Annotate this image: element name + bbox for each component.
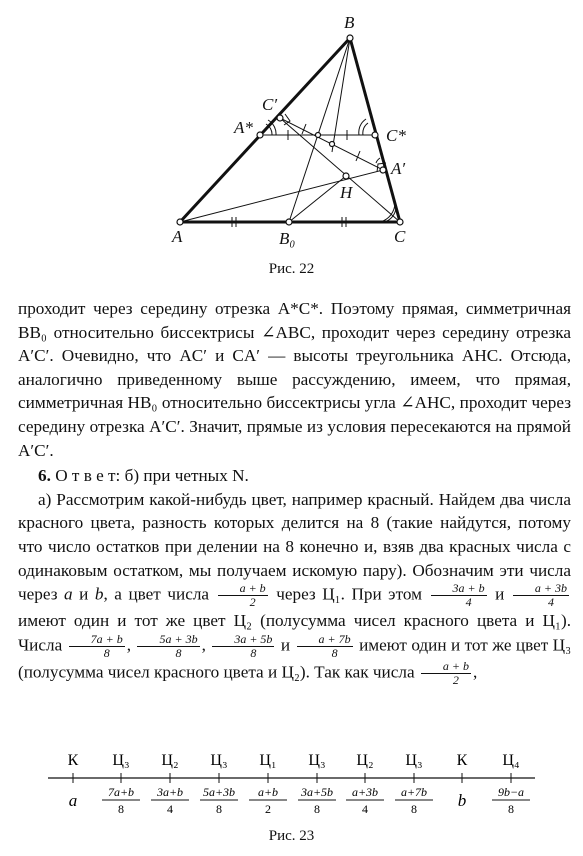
label-cstar: C* — [386, 126, 406, 145]
fraction-f6: $\frac{3a + 5b}{8}$ — [212, 633, 274, 660]
fraction-f3: $\frac{a + 3b}{4}$ — [513, 582, 569, 609]
fraction-denominator: 8 — [314, 802, 320, 816]
fraction-f7: $\frac{a + 7b}{8}$ — [297, 633, 353, 660]
part-a-and: и — [79, 584, 89, 604]
figure-22-caption: Рис. 22 — [268, 261, 315, 277]
point-b — [347, 35, 353, 41]
fraction-denominator: 8 — [216, 802, 222, 816]
point-c — [397, 219, 403, 225]
color-label: Ц₂ — [356, 752, 374, 769]
label-c: C — [394, 227, 406, 246]
answer-text: б) при четных N. — [124, 466, 249, 486]
fraction-numerator: a+7b — [400, 785, 428, 799]
color-label: Ц₁ — [259, 752, 277, 769]
label-cprime: C′ — [262, 95, 278, 114]
side-ab — [180, 38, 350, 222]
fraction-denominator: 8 — [411, 802, 417, 816]
label-a: A — [172, 227, 183, 246]
label-b: B — [344, 13, 355, 32]
fraction-f4: $\frac{7a + b}{8}$ — [69, 633, 125, 660]
point-cprime — [277, 115, 283, 121]
fraction-denominator: 8 — [118, 802, 124, 816]
fraction-denominator: 4 — [362, 802, 368, 816]
color-label: Ц₃ — [210, 752, 228, 769]
problem-6-answer — [18, 464, 571, 488]
point-aprime — [380, 167, 386, 173]
point-b0 — [286, 219, 292, 225]
label-b0: B₀ — [279, 229, 296, 248]
fraction-denominator: 8 — [508, 802, 514, 816]
figure-23-caption: Рис. 23 — [268, 828, 315, 844]
fraction-f8: $\frac{a + b}{2}$ — [421, 660, 471, 687]
point-mid-cprime-aprime — [330, 142, 335, 147]
label-aprime: A′ — [391, 159, 406, 178]
point-astar — [257, 132, 263, 138]
segment-hb0 — [289, 176, 346, 222]
fraction-numerator: a+b — [257, 785, 279, 799]
fraction-numerator: a+3b — [351, 785, 379, 799]
color-label: К — [456, 752, 468, 769]
fraction-numerator: 7a+b — [107, 785, 135, 799]
point-h — [343, 173, 349, 179]
body-text — [18, 297, 571, 687]
fraction-f5: $\frac{5a + 3b}{8}$ — [137, 633, 199, 660]
value-label: a — [68, 791, 78, 810]
problem-number: 6. — [38, 466, 51, 486]
point-mid-astar-cstar — [316, 133, 321, 138]
point-a — [177, 219, 183, 225]
part-a-text-6: и — [280, 635, 291, 655]
figure-23 — [0, 740, 583, 825]
part-a-text-4: и — [495, 584, 505, 604]
color-label: Ц₃ — [405, 752, 423, 769]
fraction-numerator: 3a+5b — [300, 785, 334, 799]
var-b: b — [94, 584, 104, 604]
fraction-numerator: 3a+b — [156, 785, 184, 799]
label-h: H — [340, 183, 353, 202]
color-label: Ц₃ — [112, 752, 130, 769]
color-label: Ц₃ — [308, 752, 326, 769]
part-a-text-1: а) Рассмотрим какой-нибудь цвет, например красный. Найдем два числа красного цвета, разность которых делится на 8 (такие найдутся, потому что число остатков при делении на 8 конечно и, взяв два красных числа с одинаковым остатком, мы получаем искомую пару). Обозначим эти числа через — [18, 489, 571, 604]
fraction-denominator: 2 — [265, 802, 271, 816]
fraction-numerator: 9b−a — [497, 785, 525, 799]
value-label: b — [457, 791, 467, 810]
color-label: Ц₂ — [161, 752, 179, 769]
point-cstar — [372, 132, 378, 138]
part-a-text-5: имеют один и тот же цвет Ц₂ (полусумма чисел красного цвета и Ц₁). Числа — [18, 611, 571, 655]
color-label: Ц₄ — [502, 752, 520, 769]
answer-word: О т в е т: — [55, 466, 121, 486]
color-label: К — [67, 752, 79, 769]
figure-22 — [0, 0, 583, 290]
altitude-a-aprime — [180, 170, 383, 222]
part-a-text-3: через Ц₁. При этом — [276, 584, 422, 604]
label-astar: A* — [234, 118, 253, 137]
fraction-numerator: 5a+3b — [202, 785, 236, 799]
part-a-text-2: , а цвет числа — [103, 584, 210, 604]
paragraph-proof-end: проходит через середину отрезка A*C*. Поэтому прямая, симметричная BB₀ относительно биссектрисы ∠ABC, проходит через середину отрезка A′C′. Очевидно, что AC′ и CA′ — высоты треугольника AHC. Отсюда, аналогично приведенному выше рассуждению, имеем, что прямая, симметричная HB₀ относительно биссектрисы угла ∠AHC, проходит через середину отрезка A′C′. Значит, прямые из условия пересекаются на прямой A′C′. — [18, 299, 571, 460]
part-a-text-8: , — [472, 662, 478, 682]
fraction-f2: $\frac{3a + b}{4}$ — [431, 582, 487, 609]
var-a: a — [64, 584, 73, 604]
paragraph-part-a: а) Рассмотрим какой-нибудь цвет, например красный. Найдем два числа красного цвета, разность которых делится на 8 (такие найдутся, потому что число остатков при делении на 8 конечно и, взяв два красных числа с одинаковым остатком, мы получаем искомую пару). Обозначим эти числа через a и b, а цвет числа $\frac{a + b}{2}$ через Ц₁. При этом $\frac{3a + b}{4}$ и $\frac{a + 3b}{4}$ имеют один и тот же цвет Ц₂ (полусумма чисел красного цвета и Ц₁). Числа $\frac{7a + b}{8}$ , $\frac{5a + 3b}{8}$ , $\frac{3a + 5b}{8}$ и $\frac{a + 7b}{8}$ имеют один и тот же цвет Ц₃ (полусумма чисел красного цвета и Ц₂). Так как числа $\frac{a + b}{2}$ , — [18, 489, 572, 687]
fraction-f1: $\frac{a + b}{2}$ — [218, 582, 268, 609]
part-a-text-7: имеют один и тот же цвет Ц₃ (полусумма чисел красного цвета и Ц₂). Так как числа — [18, 635, 572, 682]
fraction-denominator: 4 — [167, 802, 173, 816]
